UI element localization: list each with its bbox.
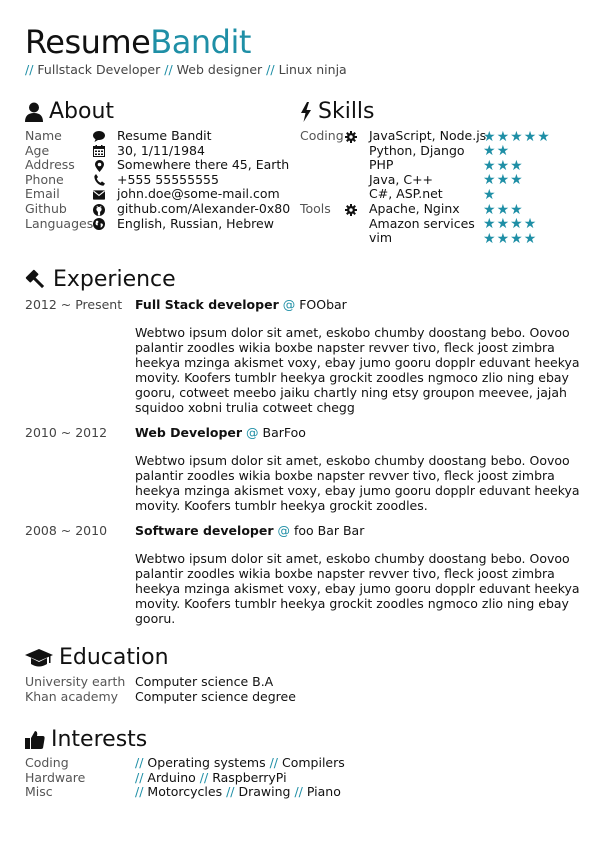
star-icon: ★ (510, 230, 524, 247)
about-label: Age (25, 142, 50, 158)
interest-separator: // (135, 755, 144, 770)
subtitle-separator: // (266, 62, 275, 77)
interest-separator: // (135, 784, 144, 800)
skill-rating-stars (483, 232, 537, 246)
star-icon: ★ (483, 172, 497, 189)
star-icon: ★ (496, 230, 511, 247)
subtitle-item: Fullstack Developer (37, 62, 161, 77)
about-label: Name (25, 128, 62, 143)
experience-title (135, 297, 347, 312)
experience-description: Webtwo ipsum dolor sit amet, eskobo chumby doostang bebo. Oovoo palantir zoodles wikia boxbe napster revver tivo, fleck joost zimbra heekya mzinga akismet voxy, ebay jumo gooru dopplr eduvant heekya movity. Koofers tumblr heekya grockit zoodles. (135, 453, 580, 513)
about-heading (25, 99, 114, 125)
star-icon: ★ (496, 172, 511, 189)
envelope-icon (93, 189, 105, 201)
skill-name: C#, ASP.net (369, 186, 443, 202)
skills-title: Skills (318, 99, 375, 124)
skill-name: JavaScript, Node.js (369, 128, 487, 143)
about-label: Email (25, 186, 60, 202)
gear-icon (345, 131, 357, 143)
interest-separator: // (269, 755, 279, 770)
star-icon: ★ (483, 128, 497, 145)
at-sign: @ (282, 297, 296, 312)
resume-name (25, 22, 251, 62)
last-name: Bandit (150, 23, 251, 61)
experience-company: foo Bar Bar (293, 523, 365, 538)
subtitle (25, 62, 347, 77)
star-icon: ★ (523, 128, 538, 145)
star-icon: ★ (483, 201, 497, 218)
experience-role: Web Developer (135, 425, 243, 440)
chat-bubble-icon (93, 131, 105, 143)
subtitle-item: Web designer (176, 62, 263, 77)
skill-rating-stars (483, 173, 524, 187)
education-degree: Computer science degree (135, 688, 296, 704)
star-icon: ★ (496, 157, 511, 174)
star-icon: ★ (496, 143, 511, 160)
interest-separator: // (199, 769, 209, 785)
interest-item: Motorcycles (147, 784, 223, 800)
education-place: University earth (25, 674, 126, 689)
skill-rating-stars (483, 159, 524, 173)
education-title: Education (59, 645, 169, 670)
about-label: Phone (25, 171, 64, 187)
skills-heading (300, 99, 375, 125)
subtitle-item: Linux ninja (278, 62, 347, 77)
star-icon: ★ (510, 216, 524, 233)
about-value: john.doe@some-mail.com (117, 186, 280, 202)
interest-label: Coding (25, 755, 69, 770)
about-label: Languages (25, 215, 94, 231)
phone-icon (93, 174, 105, 186)
experience-company: FOObar (299, 297, 347, 312)
experience-title (135, 523, 364, 538)
star-icon: ★ (496, 216, 511, 233)
github-icon (93, 204, 105, 216)
at-sign: @ (246, 425, 259, 440)
star-icon: ★ (523, 230, 538, 247)
star-icon: ★ (510, 157, 524, 174)
interest-separator: // (294, 784, 303, 800)
star-icon: ★ (483, 143, 497, 160)
interest-label: Hardware (25, 769, 86, 785)
interests-heading (25, 727, 147, 753)
skill-name: PHP (369, 157, 394, 173)
star-icon: ★ (537, 128, 551, 145)
skill-name: Apache, Nginx (369, 201, 460, 216)
about-title: About (49, 99, 115, 124)
education-place: Khan academy (25, 688, 119, 704)
star-icon: ★ (483, 230, 497, 247)
star-icon: ★ (523, 216, 538, 233)
star-icon: ★ (483, 157, 497, 174)
interest-item: Operating systems (147, 755, 266, 770)
experience-company: BarFoo (262, 425, 306, 440)
skill-name: Amazon services (369, 215, 475, 231)
about-label: Github (25, 201, 67, 216)
map-marker-icon (93, 160, 105, 172)
skill-rating-stars (483, 130, 551, 144)
interest-item: Compilers (282, 755, 345, 770)
interest-item: Piano (306, 784, 341, 800)
about-label: Address (25, 157, 75, 173)
skill-name: Java, C++ (369, 171, 434, 187)
skill-rating-stars (483, 217, 537, 231)
experience-heading (25, 267, 176, 293)
education-degree: Computer science B.A (135, 674, 274, 689)
skill-group-label: Coding (300, 128, 344, 143)
experience-dates: 2010 ~ 2012 (25, 425, 108, 440)
globe-icon (93, 218, 105, 230)
skill-name: vim (369, 230, 393, 246)
experience-role: Software developer (135, 523, 274, 538)
experience-title (135, 425, 306, 440)
interest-item: Drawing (238, 784, 291, 800)
about-value: English, Russian, Hebrew (117, 215, 274, 231)
about-value: Resume Bandit (117, 128, 212, 143)
gear-icon (345, 204, 357, 216)
skill-rating-stars (483, 144, 510, 158)
user-icon (25, 102, 43, 122)
star-icon: ★ (496, 201, 511, 218)
interest-label: Misc (25, 784, 53, 800)
interest-item: Arduino (147, 769, 196, 785)
experience-dates: 2012 ~ Present (25, 297, 123, 312)
graduation-cap-icon (25, 648, 53, 668)
about-value: github.com/Alexander-0x80 (117, 201, 291, 216)
star-icon: ★ (483, 186, 497, 203)
star-icon: ★ (483, 216, 497, 233)
experience-title: Experience (53, 267, 176, 292)
interest-item: RaspberryPi (212, 769, 287, 785)
subtitle-separator: // (164, 62, 173, 77)
education-heading (25, 645, 169, 671)
interest-values (135, 785, 341, 800)
about-value: Somewhere there 45, Earth (117, 157, 290, 173)
gavel-icon (25, 269, 47, 291)
interests-title: Interests (51, 727, 148, 752)
interest-values (135, 756, 345, 771)
experience-dates: 2008 ~ 2010 (25, 523, 108, 538)
subtitle-separator: // (25, 62, 34, 77)
star-icon: ★ (510, 172, 524, 189)
skill-name: Python, Django (369, 142, 465, 158)
skill-group-label: Tools (300, 201, 331, 216)
at-sign: @ (277, 523, 290, 538)
star-icon: ★ (496, 128, 511, 145)
first-name: Resume (25, 23, 151, 61)
about-value: 30, 1/11/1984 (117, 142, 205, 158)
thumbs-up-icon (25, 730, 45, 750)
calendar-icon (93, 145, 105, 157)
interest-values (135, 771, 287, 786)
star-icon: ★ (510, 201, 524, 218)
experience-role: Full Stack developer (135, 297, 279, 312)
experience-description: Webtwo ipsum dolor sit amet, eskobo chumby doostang bebo. Oovoo palantir zoodles wikia boxbe napster revver tivo, fleck joost zimbra heekya mzinga akismet voxy, ebay jumo gooru dopplr eduvant heekya movity. Koofers tumblr heekya grockit zoodles ngmoco zlio ning ebay gooru, cotweet meebo jaiku chartly ning etsy groupon meevee, jajah squidoo xobni trulia cotweet chegg (135, 325, 580, 415)
star-icon: ★ (510, 128, 524, 145)
interest-separator: // (226, 784, 235, 800)
interest-separator: // (135, 769, 144, 785)
about-value: +555 55555555 (117, 171, 219, 187)
bolt-icon (300, 102, 312, 122)
skill-rating-stars (483, 203, 524, 217)
experience-description: Webtwo ipsum dolor sit amet, eskobo chumby doostang bebo. Oovoo palantir zoodles wikia boxbe napster revver tivo, fleck joost zimbra heekya mzinga akismet voxy, ebay jumo gooru dopplr eduvant heekya movity. Koofers tumblr heekya grockit zoodles ngmoco zlio ning ebay gooru. (135, 551, 580, 626)
skill-rating-stars (483, 188, 497, 202)
